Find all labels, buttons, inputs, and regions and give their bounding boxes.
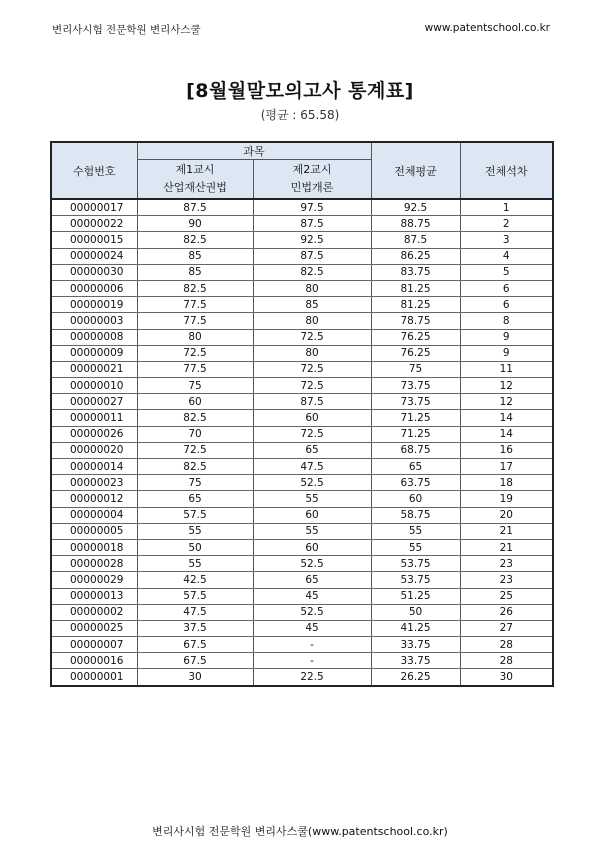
- cell-exam-number: 00000023: [51, 475, 137, 491]
- cell-average: 63.75: [371, 475, 460, 491]
- table-row: [51, 442, 553, 458]
- cell-exam-number: 00000026: [51, 426, 137, 442]
- cell-subject-2-score: 45: [253, 588, 371, 604]
- cell-subject-2-score: 72.5: [253, 426, 371, 442]
- cell-average: 55: [371, 539, 460, 555]
- cell-rank: 3: [460, 232, 553, 248]
- table-row: [51, 199, 553, 216]
- table-row: [51, 216, 553, 232]
- cell-subject-2-score: 65: [253, 442, 371, 458]
- cell-average: 73.75: [371, 378, 460, 394]
- table-row: [51, 572, 553, 588]
- table-row: [51, 653, 553, 669]
- table-row: [51, 378, 553, 394]
- cell-average: 33.75: [371, 653, 460, 669]
- cell-rank: 12: [460, 378, 553, 394]
- cell-rank: 26: [460, 604, 553, 620]
- cell-rank: 18: [460, 475, 553, 491]
- cell-rank: 27: [460, 620, 553, 636]
- header-subject-2-name: 민법개론: [290, 181, 334, 194]
- cell-rank: 20: [460, 507, 553, 523]
- cell-subject-1-score: 72.5: [137, 345, 253, 361]
- cell-subject-1-score: 85: [137, 264, 253, 280]
- cell-average: 60: [371, 491, 460, 507]
- table-row: [51, 248, 553, 264]
- cell-rank: 19: [460, 491, 553, 507]
- cell-subject-2-score: 60: [253, 410, 371, 426]
- table-row: [51, 426, 553, 442]
- cell-rank: 17: [460, 459, 553, 475]
- cell-average: 65: [371, 459, 460, 475]
- cell-subject-2-score: 55: [253, 523, 371, 539]
- cell-subject-1-score: 82.5: [137, 459, 253, 475]
- cell-rank: 6: [460, 297, 553, 313]
- cell-average: 81.25: [371, 280, 460, 296]
- cell-average: 86.25: [371, 248, 460, 264]
- cell-subject-2-score: -: [253, 637, 371, 653]
- cell-average: 71.25: [371, 410, 460, 426]
- cell-subject-2-score: 80: [253, 280, 371, 296]
- cell-subject-1-score: 37.5: [137, 620, 253, 636]
- cell-subject-2-score: 72.5: [253, 329, 371, 345]
- header-subject-1: [137, 160, 253, 200]
- table-row: [51, 280, 553, 296]
- cell-average: 87.5: [371, 232, 460, 248]
- cell-rank: 16: [460, 442, 553, 458]
- cell-subject-2-score: 85: [253, 297, 371, 313]
- header-website: www.patentschool.co.kr: [424, 22, 550, 34]
- cell-exam-number: 00000025: [51, 620, 137, 636]
- cell-rank: 1: [460, 199, 553, 216]
- cell-subject-2-score: 72.5: [253, 378, 371, 394]
- cell-subject-1-score: 30: [137, 669, 253, 686]
- cell-subject-1-score: 82.5: [137, 232, 253, 248]
- table-row: [51, 264, 553, 280]
- cell-average: 76.25: [371, 345, 460, 361]
- cell-subject-1-score: 55: [137, 556, 253, 572]
- table-row: [51, 539, 553, 555]
- header-academy-name: 변리사시험 전문학원 변리사스쿨: [52, 24, 201, 36]
- cell-subject-1-score: 90: [137, 216, 253, 232]
- table-row: [51, 491, 553, 507]
- statistics-table: [50, 141, 554, 687]
- cell-subject-2-score: 65: [253, 572, 371, 588]
- cell-average: 71.25: [371, 426, 460, 442]
- table-row: [51, 410, 553, 426]
- cell-rank: 28: [460, 637, 553, 653]
- table-row: [51, 313, 553, 329]
- cell-exam-number: 00000003: [51, 313, 137, 329]
- header-exam-number: 수험번호: [51, 142, 137, 199]
- cell-average: 53.75: [371, 572, 460, 588]
- statistics-table-container: [50, 141, 552, 687]
- cell-subject-2-score: 45: [253, 620, 371, 636]
- header-subject-1-name: 산업재산권법: [163, 181, 227, 194]
- cell-average: 50: [371, 604, 460, 620]
- cell-exam-number: 00000030: [51, 264, 137, 280]
- cell-subject-1-score: 77.5: [137, 297, 253, 313]
- cell-average: 51.25: [371, 588, 460, 604]
- cell-exam-number: 00000018: [51, 539, 137, 555]
- footer-text: 변리사시험 전문학원 변리사스쿨(www.patentschool.co.kr): [152, 825, 448, 838]
- table-row: [51, 475, 553, 491]
- cell-exam-number: 00000019: [51, 297, 137, 313]
- table-row: [51, 394, 553, 410]
- cell-average: 83.75: [371, 264, 460, 280]
- average-subtitle: (평균 : 65.58): [260, 108, 340, 122]
- header-overall-rank: 전체석차: [460, 142, 553, 199]
- header-subject-2-period: 제2교시: [292, 163, 332, 176]
- cell-rank: 30: [460, 669, 553, 686]
- cell-rank: 9: [460, 345, 553, 361]
- cell-average: 58.75: [371, 507, 460, 523]
- cell-exam-number: 00000021: [51, 361, 137, 377]
- table-row: [51, 620, 553, 636]
- cell-average: 75: [371, 361, 460, 377]
- cell-rank: 4: [460, 248, 553, 264]
- table-row: [51, 297, 553, 313]
- header-overall-average: 전체평균: [371, 142, 460, 199]
- header-subject-group: 과목: [137, 142, 371, 160]
- cell-exam-number: 00000024: [51, 248, 137, 264]
- cell-subject-1-score: 67.5: [137, 653, 253, 669]
- table-row: [51, 604, 553, 620]
- table-body: [51, 199, 553, 686]
- cell-subject-1-score: 70: [137, 426, 253, 442]
- cell-rank: 12: [460, 394, 553, 410]
- cell-exam-number: 00000016: [51, 653, 137, 669]
- cell-subject-2-score: 72.5: [253, 361, 371, 377]
- cell-subject-2-score: 97.5: [253, 199, 371, 216]
- cell-exam-number: 00000011: [51, 410, 137, 426]
- cell-rank: 11: [460, 361, 553, 377]
- cell-subject-2-score: 52.5: [253, 604, 371, 620]
- cell-rank: 9: [460, 329, 553, 345]
- cell-average: 76.25: [371, 329, 460, 345]
- table-row: [51, 588, 553, 604]
- table-row: [51, 523, 553, 539]
- cell-subject-1-score: 85: [137, 248, 253, 264]
- cell-subject-1-score: 87.5: [137, 199, 253, 216]
- cell-rank: 14: [460, 426, 553, 442]
- cell-exam-number: 00000012: [51, 491, 137, 507]
- cell-exam-number: 00000006: [51, 280, 137, 296]
- cell-subject-2-score: 22.5: [253, 669, 371, 686]
- cell-subject-1-score: 75: [137, 475, 253, 491]
- cell-subject-1-score: 72.5: [137, 442, 253, 458]
- cell-rank: 25: [460, 588, 553, 604]
- cell-exam-number: 00000001: [51, 669, 137, 686]
- cell-subject-2-score: 92.5: [253, 232, 371, 248]
- cell-subject-2-score: 60: [253, 539, 371, 555]
- page-title: [8월월말모의고사 통계표]: [186, 80, 414, 102]
- cell-average: 41.25: [371, 620, 460, 636]
- cell-subject-2-score: 60: [253, 507, 371, 523]
- cell-subject-2-score: 87.5: [253, 216, 371, 232]
- cell-average: 68.75: [371, 442, 460, 458]
- cell-subject-1-score: 67.5: [137, 637, 253, 653]
- cell-average: 81.25: [371, 297, 460, 313]
- cell-subject-1-score: 57.5: [137, 588, 253, 604]
- cell-exam-number: 00000015: [51, 232, 137, 248]
- cell-average: 26.25: [371, 669, 460, 686]
- cell-exam-number: 00000014: [51, 459, 137, 475]
- cell-subject-1-score: 65: [137, 491, 253, 507]
- cell-average: 55: [371, 523, 460, 539]
- cell-rank: 2: [460, 216, 553, 232]
- table-row: [51, 345, 553, 361]
- cell-subject-1-score: 75: [137, 378, 253, 394]
- cell-exam-number: 00000007: [51, 637, 137, 653]
- cell-average: 88.75: [371, 216, 460, 232]
- cell-subject-1-score: 50: [137, 539, 253, 555]
- cell-rank: 23: [460, 572, 553, 588]
- cell-exam-number: 00000027: [51, 394, 137, 410]
- header-subject-2: [253, 160, 371, 200]
- cell-subject-1-score: 55: [137, 523, 253, 539]
- cell-subject-2-score: 87.5: [253, 248, 371, 264]
- cell-subject-1-score: 82.5: [137, 280, 253, 296]
- table-row: [51, 329, 553, 345]
- table-row: [51, 361, 553, 377]
- cell-subject-2-score: 82.5: [253, 264, 371, 280]
- cell-exam-number: 00000028: [51, 556, 137, 572]
- cell-subject-1-score: 77.5: [137, 313, 253, 329]
- cell-rank: 8: [460, 313, 553, 329]
- cell-exam-number: 00000022: [51, 216, 137, 232]
- cell-exam-number: 00000010: [51, 378, 137, 394]
- cell-subject-2-score: -: [253, 653, 371, 669]
- table-row: [51, 556, 553, 572]
- table-row: [51, 459, 553, 475]
- cell-rank: 28: [460, 653, 553, 669]
- cell-subject-1-score: 82.5: [137, 410, 253, 426]
- cell-rank: 5: [460, 264, 553, 280]
- cell-rank: 23: [460, 556, 553, 572]
- cell-average: 78.75: [371, 313, 460, 329]
- cell-subject-1-score: 60: [137, 394, 253, 410]
- cell-average: 73.75: [371, 394, 460, 410]
- cell-subject-2-score: 80: [253, 313, 371, 329]
- cell-exam-number: 00000017: [51, 199, 137, 216]
- cell-rank: 21: [460, 539, 553, 555]
- cell-exam-number: 00000004: [51, 507, 137, 523]
- cell-subject-1-score: 47.5: [137, 604, 253, 620]
- table-row: [51, 507, 553, 523]
- cell-rank: 6: [460, 280, 553, 296]
- cell-subject-1-score: 57.5: [137, 507, 253, 523]
- header-subject-1-period: 제1교시: [175, 163, 215, 176]
- cell-average: 33.75: [371, 637, 460, 653]
- cell-subject-2-score: 52.5: [253, 556, 371, 572]
- cell-exam-number: 00000008: [51, 329, 137, 345]
- cell-subject-1-score: 80: [137, 329, 253, 345]
- cell-exam-number: 00000029: [51, 572, 137, 588]
- cell-exam-number: 00000005: [51, 523, 137, 539]
- cell-subject-2-score: 80: [253, 345, 371, 361]
- cell-subject-2-score: 87.5: [253, 394, 371, 410]
- cell-exam-number: 00000009: [51, 345, 137, 361]
- cell-subject-2-score: 55: [253, 491, 371, 507]
- cell-exam-number: 00000002: [51, 604, 137, 620]
- cell-subject-2-score: 52.5: [253, 475, 371, 491]
- cell-subject-2-score: 47.5: [253, 459, 371, 475]
- table-row: [51, 669, 553, 686]
- table-row: [51, 232, 553, 248]
- cell-average: 53.75: [371, 556, 460, 572]
- cell-subject-1-score: 42.5: [137, 572, 253, 588]
- cell-average: 92.5: [371, 199, 460, 216]
- cell-exam-number: 00000013: [51, 588, 137, 604]
- table-row: [51, 637, 553, 653]
- cell-exam-number: 00000020: [51, 442, 137, 458]
- cell-rank: 14: [460, 410, 553, 426]
- cell-subject-1-score: 77.5: [137, 361, 253, 377]
- cell-rank: 21: [460, 523, 553, 539]
